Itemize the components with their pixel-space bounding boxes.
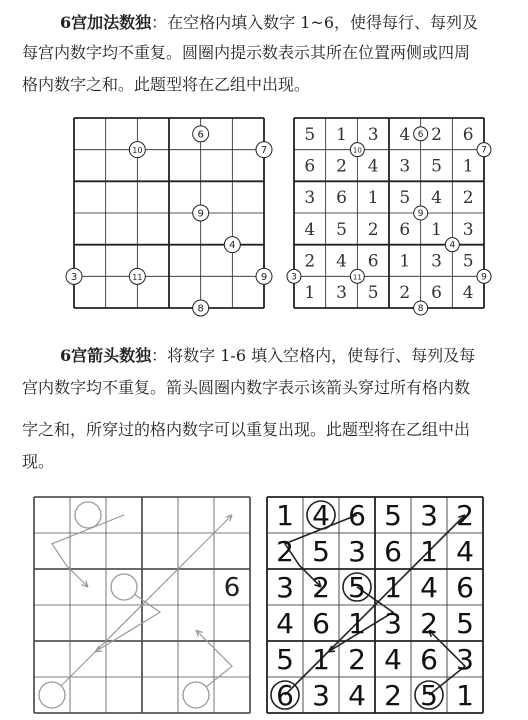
- arrow-head: [95, 651, 102, 652]
- solution-cell-value: 6: [348, 499, 366, 532]
- solution-cell-value: 2: [462, 188, 474, 209]
- solution-cell-value: 2: [367, 219, 379, 240]
- solution-cell-value: 1: [420, 535, 438, 568]
- solution-cell-value: 4: [304, 219, 316, 240]
- solution-cell-value: 1: [348, 607, 366, 640]
- solution-cell-value: 6: [420, 643, 438, 676]
- solution-cell-value: 1: [399, 251, 411, 272]
- solution-cell-value: 3: [456, 643, 474, 676]
- solution-cell-value: 3: [462, 219, 474, 240]
- solution-cell-value: 4: [431, 188, 442, 209]
- solution-cell-value: 1: [312, 643, 330, 676]
- solution-cell-value: 5: [384, 499, 402, 532]
- solution-cell-value: 4: [384, 643, 402, 676]
- solution-cell-value: 6: [336, 188, 347, 209]
- arrow-sudoku-puzzle: [34, 497, 250, 713]
- sum-clue-value: 4: [449, 240, 456, 251]
- solution-cell-value: 5: [431, 156, 442, 177]
- solution-cell-value: 6: [304, 156, 316, 177]
- text-line: 格内数字之和。此题型将在乙组中出现。: [22, 75, 311, 94]
- solution-cell-value: 4: [336, 251, 347, 272]
- solution-cell-value: 1: [456, 679, 474, 712]
- sum-clue-value: 6: [417, 129, 424, 140]
- sum-clue-value: 11: [132, 272, 143, 282]
- solution-cell-value: 4: [456, 535, 474, 568]
- text-line: 每宫内数字均不重复。圆圈内提示数表示其所在位置两侧或四周: [22, 43, 471, 62]
- solution-cell-value: 6: [276, 679, 294, 712]
- solution-cell-value: 3: [336, 283, 347, 304]
- solution-cell-value: 6: [462, 124, 474, 145]
- arrow-sudoku-description: [22, 343, 510, 473]
- solution-cell-value: 3: [367, 124, 379, 145]
- solution-cell-value: 2: [348, 643, 366, 676]
- solution-cell-value: 5: [304, 124, 316, 145]
- arrow-bulb-circle: [183, 682, 209, 708]
- solution-cell-value: 4: [367, 156, 379, 177]
- arrow-bulb-circle: [111, 574, 137, 600]
- sum-clue-value: 7: [481, 145, 487, 156]
- solution-cell-value: 6: [384, 535, 402, 568]
- solution-cell-value: 3: [312, 679, 330, 712]
- solution-cell-value: 1: [276, 499, 294, 532]
- text-line: 6宫加法数独：在空格内填入数字 1~6，使得每行、每列及: [60, 13, 478, 32]
- sum-clue-value: 9: [197, 208, 204, 220]
- solution-cell-value: 4: [462, 283, 474, 304]
- solution-cell-value: 5: [348, 571, 366, 604]
- arrow-bulb-circle: [75, 502, 101, 528]
- solution-cell-value: 6: [431, 283, 442, 304]
- sum-clue-value: 9: [481, 272, 487, 283]
- solution-cell-value: 5: [312, 535, 330, 568]
- sum-clue-value: 8: [197, 303, 204, 315]
- solution-cell-value: 5: [420, 679, 438, 712]
- solution-cell-value: 2: [384, 679, 402, 712]
- sum-clue-value: 11: [352, 273, 362, 282]
- solution-cell-value: 5: [399, 188, 411, 209]
- solution-cell-value: 6: [367, 251, 379, 272]
- solution-cell-value: 5: [276, 643, 294, 676]
- solution-cell-value: 3: [348, 535, 366, 568]
- solution-cell-value: 3: [304, 188, 316, 209]
- solution-cell-value: 6: [399, 219, 411, 240]
- sum-clue-value: 9: [417, 209, 424, 219]
- solution-cell-value: 4: [399, 124, 411, 145]
- solution-cell-value: 1: [384, 571, 402, 604]
- solution-cell-value: 2: [276, 535, 294, 568]
- text-line: 现。: [22, 452, 55, 471]
- solution-cell-value: 3: [384, 607, 402, 640]
- addition-sudoku-description: [22, 10, 510, 100]
- addition-sudoku-solution: [291, 118, 487, 314]
- solution-cell-value: 2: [431, 124, 442, 145]
- text-line: 6宫箭头数独：将数字 1-6 填入空格内，使每行、每列及每: [60, 346, 476, 365]
- sum-clue-value: 10: [132, 146, 143, 156]
- solution-cell-value: 1: [336, 124, 347, 145]
- solution-cell-value: 2: [312, 571, 330, 604]
- solution-cell-value: 2: [336, 156, 347, 177]
- solution-cell-value: 1: [462, 156, 474, 177]
- solution-cell-value: 4: [312, 499, 330, 532]
- solution-cell-value: 3: [276, 571, 294, 604]
- solution-cell-value: 3: [399, 156, 411, 177]
- solution-cell-value: 2: [304, 251, 316, 272]
- sum-clue-value: 3: [70, 271, 78, 283]
- solution-cell-value: 4: [348, 679, 366, 712]
- sum-clue-value: 6: [197, 129, 204, 141]
- solution-cell-value: 6: [312, 607, 330, 640]
- solution-cell-value: 4: [276, 607, 294, 640]
- solution-cell-value: 4: [420, 571, 438, 604]
- solution-cell-value: 1: [431, 219, 442, 240]
- solution-cell-value: 5: [456, 607, 474, 640]
- sum-clue-value: 3: [291, 272, 297, 283]
- sum-clue-value: 8: [417, 304, 424, 314]
- solution-cell-value: 6: [456, 571, 474, 604]
- solution-cell-value: 1: [304, 283, 316, 304]
- sum-clue-value: 7: [260, 145, 268, 157]
- arrow-bulb-circle: [39, 682, 65, 708]
- given-digit: 6: [223, 573, 241, 603]
- solution-cell-value: 5: [336, 219, 347, 240]
- solution-cell-value: 5: [367, 283, 379, 304]
- sum-clue-value: 10: [352, 146, 362, 155]
- solution-cell-value: 1: [367, 188, 379, 209]
- arrow-sudoku-solution: [267, 497, 483, 713]
- sum-clue-value: 4: [229, 240, 236, 252]
- solution-cell-value: 3: [420, 499, 438, 532]
- sum-clue-value: 9: [260, 271, 268, 283]
- solution-cell-value: 2: [456, 499, 474, 532]
- text-line: 字之和，所穿过的格内数字可以重复出现。此题型将在乙组中出: [22, 420, 471, 439]
- text-line: 宫内数字均不重复。箭头圆圈内数字表示该箭头穿过所有格内数: [22, 378, 471, 397]
- solution-cell-value: 2: [399, 283, 411, 304]
- solution-cell-value: 2: [420, 607, 438, 640]
- solution-cell-value: 3: [431, 251, 442, 272]
- addition-sudoku-puzzle: [70, 118, 268, 315]
- solution-cell-value: 5: [462, 251, 474, 272]
